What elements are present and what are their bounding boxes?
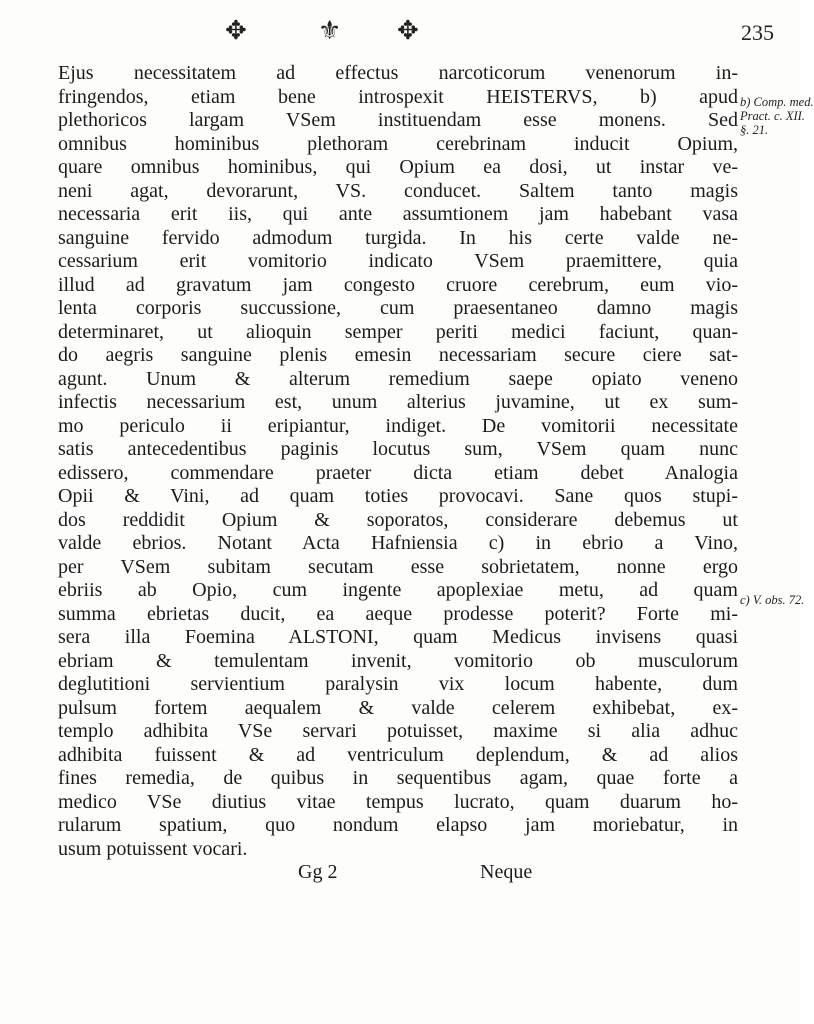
text-line: ebriam & temulentam invenit, vomitorio ob musculorum <box>58 649 738 672</box>
text-line: mo periculo ii eripiantur, indiget. De vomitorii necessitate <box>58 414 738 437</box>
text-line: medico VSe diutius vitae tempus lucrato, quam duarum ho- <box>58 790 738 813</box>
text-line: deglutitioni servientium paralysin vix locum habente, dum <box>58 673 738 695</box>
text-line: templo adhibita VSe servari potuisset, maxime si alia adhuc <box>58 720 738 742</box>
text-line: illud ad gravatum jam congesto cruore cerebrum, eum vio- <box>58 273 738 296</box>
text-line: do aegris sanguine plenis emesin necessariam secure ciere sat- <box>58 344 738 366</box>
signature-mark: Gg 2 <box>298 861 338 883</box>
ornament-middle-icon: ⚜ <box>318 16 342 45</box>
marginal-note-c <box>740 593 805 607</box>
text-line: sanguine fervido admodum turgida. In his certe valde ne- <box>58 226 738 249</box>
marginal-note-b <box>740 95 814 137</box>
text-line: necessaria erit iis, qui ante assumtionem jam habebant vasa <box>58 203 738 225</box>
text-line: determinaret, ut alioquin semper periti medici faciunt, quan- <box>58 320 738 343</box>
page-number: 235 <box>741 20 774 45</box>
ornament-right-icon: ✥ <box>397 16 419 45</box>
text-line: neni agat, devorarunt, VS. conducet. Saltem tanto magis <box>58 179 738 202</box>
ornament-left-icon: ✥ <box>225 16 247 45</box>
text-line: satis antecedentibus paginis locutus sum, VSem quam nunc <box>58 438 738 460</box>
catchword: Neque <box>480 861 533 883</box>
text-line: Ejus necessitatem ad effectus narcoticorum venenorum in- <box>58 62 738 84</box>
text-line: per VSem subitam secutam esse sobrietatem, nonne ergo <box>58 555 738 578</box>
text-line: adhibita fuissent & ad ventriculum deplendum, & ad alios <box>58 743 738 766</box>
text-line: usum potuissent vocari. <box>58 837 248 860</box>
marginal-note-c-line: c) V. obs. 72. <box>740 593 805 607</box>
text-line: pulsum fortem aequalem & valde celerem exhibebat, ex- <box>58 696 738 719</box>
text-line: dos reddidit Opium & soporatos, considerare debemus ut <box>58 508 738 531</box>
text-line: omnibus hominibus plethoram cerebrinam inducit Opium, <box>58 132 738 155</box>
text-line: fines remedia, de quibus in sequentibus agam, quae forte a <box>58 767 738 789</box>
text-line: agunt. Unum & alterum remedium saepe opiato veneno <box>58 367 738 390</box>
body-text <box>58 62 738 885</box>
text-line: fringendos, etiam bene introspexit HEISTERVS, b) apud <box>58 85 738 108</box>
text-line: edissero, commendare praeter dicta etiam debet Analogia <box>58 461 738 484</box>
signature-line <box>58 861 738 885</box>
text-line: infectis necessarium est, unum alterius juvamine, ut ex sum- <box>58 391 738 413</box>
text-line: cessarium erit vomitorio indicato VSem praemittere, quia <box>58 250 738 272</box>
marginal-note-b-line: Pract. c. XII. <box>740 109 805 123</box>
text-line: sera illa Foemina ALSTONI, quam Medicus invisens quasi <box>58 626 738 648</box>
text-line: valde ebrios. Notant Acta Hafniensia c) in ebrio a Vino, <box>58 532 738 554</box>
marginal-note-b-line: b) Comp. med. <box>740 95 814 109</box>
text-line: Opii & Vini, ad quam toties provocavi. Sane quos stupi- <box>58 485 738 507</box>
text-line: plethoricos largam VSem instituendam esse monens. Sed <box>58 109 738 131</box>
page-header <box>0 6 800 56</box>
text-line: rularum spatium, quo nondum elapso jam moriebatur, in <box>58 814 738 836</box>
text-line: summa ebrietas ducit, ea aeque prodesse poterit? Forte mi- <box>58 602 738 625</box>
text-line: lenta corporis succussione, cum praesentaneo damno magis <box>58 297 738 319</box>
text-line: ebriis ab Opio, cum ingente apoplexiae metu, ad quam <box>58 579 738 601</box>
marginal-note-b-line: §. 21. <box>740 123 769 137</box>
text-line: quare omnibus hominibus, qui Opium ea dosi, ut instar ve- <box>58 156 738 178</box>
